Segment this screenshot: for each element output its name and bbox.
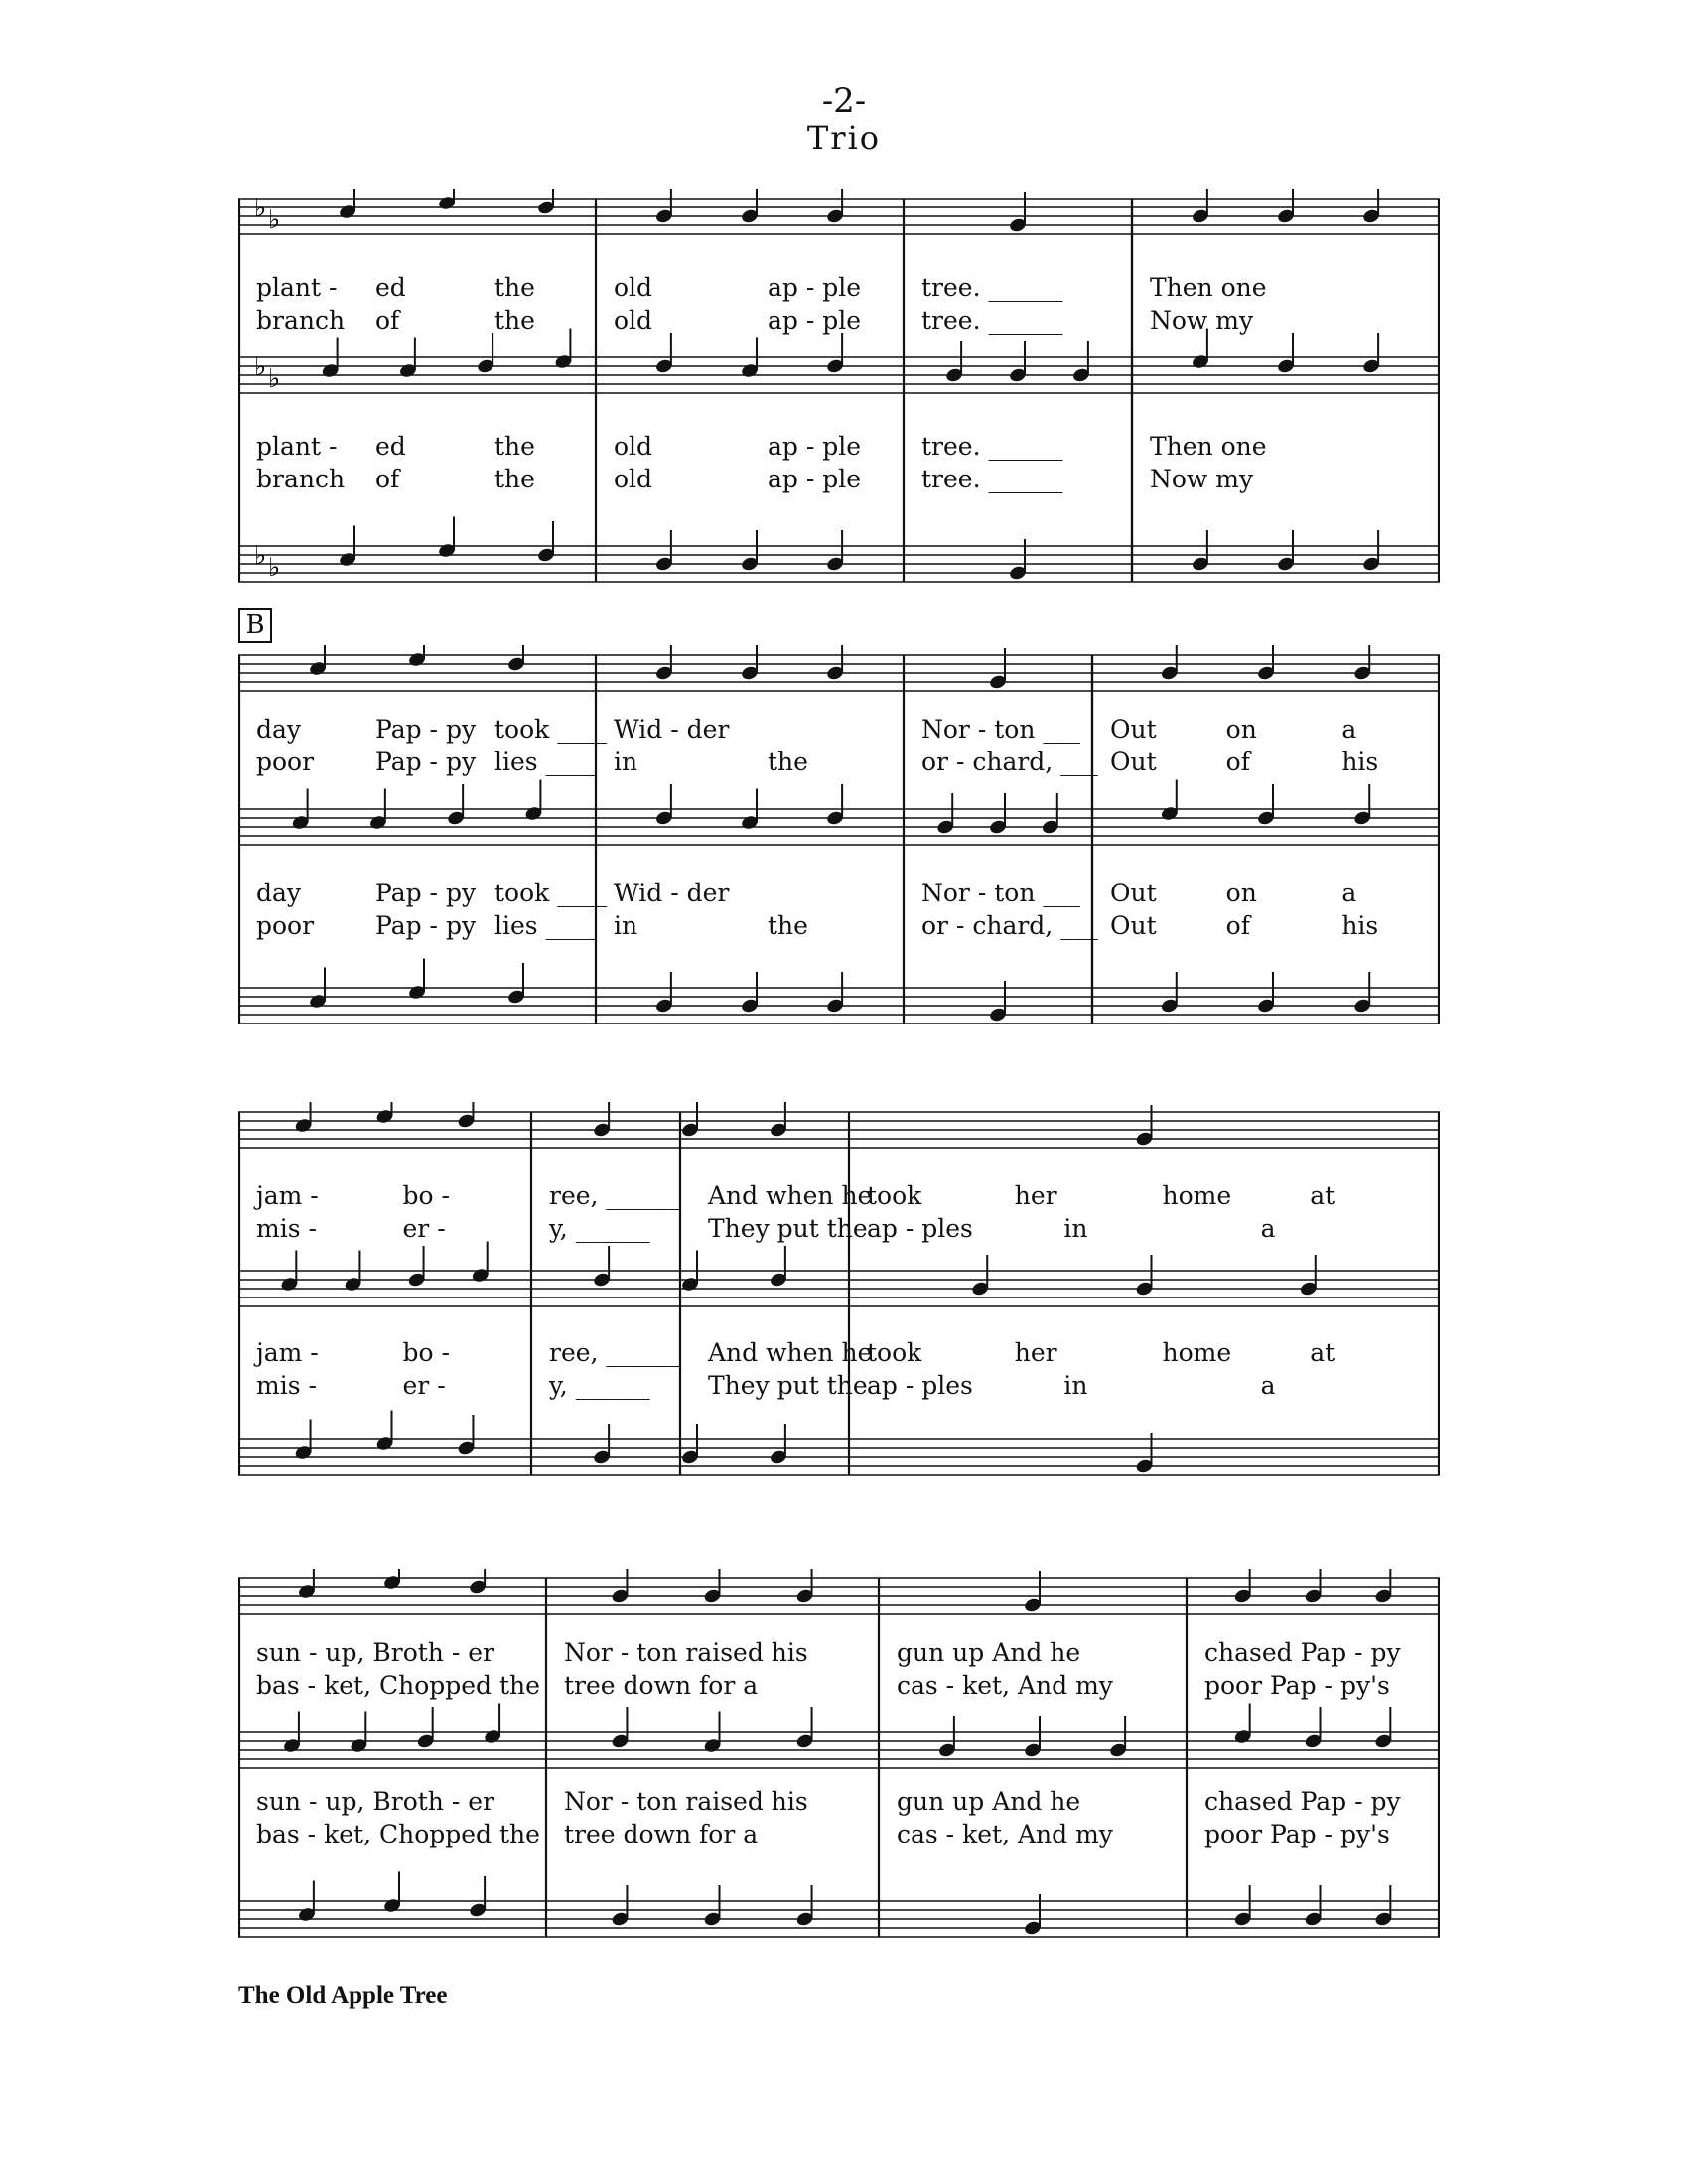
lyric-syllable: bo - — [402, 1338, 450, 1367]
lyric-syllable: the — [494, 432, 535, 461]
lyric-syllable: in — [614, 748, 638, 776]
lyric-syllable: Wid - der — [614, 879, 730, 907]
lyric-syllable: old — [614, 306, 653, 335]
lyric-syllable: the — [768, 748, 808, 776]
lyric-syllable: poor Pap - py's — [1204, 1820, 1390, 1848]
lyric-syllable: took ____ — [494, 715, 608, 744]
lyric-syllable: ap - ple — [768, 273, 862, 302]
lyric-syllable: ed — [375, 432, 406, 461]
lyric-syllable: at — [1310, 1338, 1336, 1367]
lyric-syllable: bas - ket, Chopped the — [256, 1820, 540, 1848]
lyric-syllable: Wid - der — [614, 715, 730, 744]
lyric-syllable: ap - ple — [768, 432, 862, 461]
staff-system-graphics — [238, 189, 1440, 606]
staff-system-graphics — [238, 1102, 1440, 1509]
lyric-syllable: Now my — [1150, 306, 1254, 335]
lyric-syllable: the — [494, 273, 535, 302]
lyric-syllable: Then one — [1150, 273, 1267, 302]
lyric-syllable: plant - — [256, 273, 338, 302]
lyric-syllable: ap - ple — [768, 306, 862, 335]
lyric-syllable: gun up And he — [897, 1787, 1081, 1816]
lyric-syllable: home — [1162, 1181, 1232, 1210]
lyric-syllable: on — [1225, 879, 1257, 907]
section-title: Trio — [806, 119, 882, 157]
lyric-syllable: took — [867, 1181, 922, 1210]
lyric-syllable: They put the — [708, 1214, 868, 1243]
lyric-syllable: Nor - ton ___ — [921, 715, 1080, 744]
lyric-syllable: tree down for a — [564, 1671, 759, 1700]
page-number: -2- — [821, 81, 867, 121]
lyric-syllable: sun - up, Broth - er — [256, 1787, 494, 1816]
lyric-syllable: Nor - ton raised his — [564, 1638, 808, 1667]
key-signature-flat: ♭ — [254, 194, 267, 223]
system-3 — [238, 1102, 1440, 1509]
lyric-syllable: bo - — [402, 1181, 450, 1210]
system-4 — [238, 1569, 1440, 1966]
lyric-syllable: in — [1063, 1371, 1088, 1400]
lyric-syllable: And when he — [708, 1181, 873, 1210]
lyric-syllable: poor Pap - py's — [1204, 1671, 1390, 1700]
lyric-syllable: jam - — [256, 1181, 319, 1210]
lyric-syllable: mis - — [256, 1371, 317, 1400]
lyric-syllable: ap - ples — [867, 1371, 973, 1400]
lyric-syllable: his — [1341, 748, 1379, 776]
lyric-syllable: the — [768, 911, 808, 940]
lyric-syllable: Pap - py — [375, 715, 477, 744]
lyric-syllable: of — [375, 306, 400, 335]
lyric-syllable: day — [256, 879, 302, 907]
lyric-syllable: of — [1225, 911, 1250, 940]
lyric-syllable: lies ____ — [494, 748, 596, 776]
lyric-syllable: y, ______ — [549, 1214, 650, 1243]
lyric-syllable: the — [494, 465, 535, 493]
lyric-syllable: tree. ______ — [921, 273, 1063, 302]
key-signature-flat: ♭ — [268, 364, 281, 394]
lyric-syllable: Then one — [1150, 432, 1267, 461]
staff-system-graphics — [238, 1569, 1440, 1966]
lyric-syllable: They put the — [708, 1371, 868, 1400]
lyric-syllable: or - chard, ___ — [921, 748, 1098, 776]
lyric-syllable: at — [1310, 1181, 1336, 1210]
lyric-syllable: jam - — [256, 1338, 319, 1367]
lyric-syllable: Out — [1110, 748, 1157, 776]
staff-system-graphics — [238, 645, 1440, 1042]
lyric-syllable: tree down for a — [564, 1820, 759, 1848]
system-2 — [238, 645, 1440, 1042]
lyric-syllable: in — [614, 911, 638, 940]
lyric-syllable: Out — [1110, 879, 1157, 907]
lyric-syllable: Out — [1110, 911, 1157, 940]
lyric-syllable: branch — [256, 306, 346, 335]
lyric-syllable: tree. ______ — [921, 432, 1063, 461]
lyric-syllable: a — [1260, 1214, 1276, 1243]
rehearsal-mark: B — [238, 608, 272, 643]
lyric-syllable: poor — [256, 911, 315, 940]
lyric-syllable: bas - ket, Chopped the — [256, 1671, 540, 1700]
key-signature-flat: ♭ — [268, 205, 281, 235]
lyric-syllable: cas - ket, And my — [897, 1820, 1113, 1848]
lyric-syllable: branch — [256, 465, 346, 493]
lyric-syllable: poor — [256, 748, 315, 776]
lyric-syllable: tree. ______ — [921, 465, 1063, 493]
lyric-syllable: sun - up, Broth - er — [256, 1638, 494, 1667]
lyric-syllable: lies ____ — [494, 911, 596, 940]
lyric-syllable: her — [1014, 1181, 1057, 1210]
key-signature-flat: ♭ — [254, 352, 267, 382]
lyric-syllable: a — [1341, 715, 1357, 744]
lyric-syllable: ap - ples — [867, 1214, 973, 1243]
lyric-syllable: home — [1162, 1338, 1232, 1367]
lyric-syllable: tree. ______ — [921, 306, 1063, 335]
system-1 — [238, 189, 1440, 606]
lyric-syllable: the — [494, 306, 535, 335]
lyric-syllable: her — [1014, 1338, 1057, 1367]
lyric-syllable: Pap - py — [375, 879, 477, 907]
lyric-syllable: or - chard, ___ — [921, 911, 1098, 940]
lyric-syllable: cas - ket, And my — [897, 1671, 1113, 1700]
lyric-syllable: chased Pap - py — [1204, 1787, 1401, 1816]
lyric-syllable: a — [1260, 1371, 1276, 1400]
lyric-syllable: Now my — [1150, 465, 1254, 493]
lyric-syllable: er - — [402, 1214, 446, 1243]
lyric-syllable: Nor - ton raised his — [564, 1787, 808, 1816]
lyric-syllable: gun up And he — [897, 1638, 1081, 1667]
lyric-syllable: in — [1063, 1214, 1088, 1243]
lyric-syllable: Pap - py — [375, 911, 477, 940]
lyric-syllable: day — [256, 715, 302, 744]
lyric-syllable: chased Pap - py — [1204, 1638, 1401, 1667]
lyric-syllable: And when he — [708, 1338, 873, 1367]
lyric-syllable: old — [614, 465, 653, 493]
key-signature-flat: ♭ — [254, 541, 267, 571]
lyric-syllable: Pap - py — [375, 748, 477, 776]
lyric-syllable: ed — [375, 273, 406, 302]
lyric-syllable: er - — [402, 1371, 446, 1400]
lyric-syllable: Nor - ton ___ — [921, 879, 1080, 907]
lyric-syllable: ree, ______ — [549, 1181, 681, 1210]
key-signature-flat: ♭ — [268, 553, 281, 583]
lyric-syllable: y, ______ — [549, 1371, 650, 1400]
lyric-syllable: Out — [1110, 715, 1157, 744]
lyric-syllable: plant - — [256, 432, 338, 461]
footer-title: The Old Apple Tree — [238, 1982, 448, 2009]
lyric-syllable: on — [1225, 715, 1257, 744]
lyric-syllable: took ____ — [494, 879, 608, 907]
lyric-syllable: old — [614, 432, 653, 461]
lyric-syllable: mis - — [256, 1214, 317, 1243]
lyric-syllable: of — [1225, 748, 1250, 776]
lyric-syllable: of — [375, 465, 400, 493]
lyric-syllable: old — [614, 273, 653, 302]
lyric-syllable: took — [867, 1338, 922, 1367]
lyric-syllable: ree, ______ — [549, 1338, 681, 1367]
lyric-syllable: his — [1341, 911, 1379, 940]
lyric-syllable: a — [1341, 879, 1357, 907]
lyric-syllable: ap - ple — [768, 465, 862, 493]
